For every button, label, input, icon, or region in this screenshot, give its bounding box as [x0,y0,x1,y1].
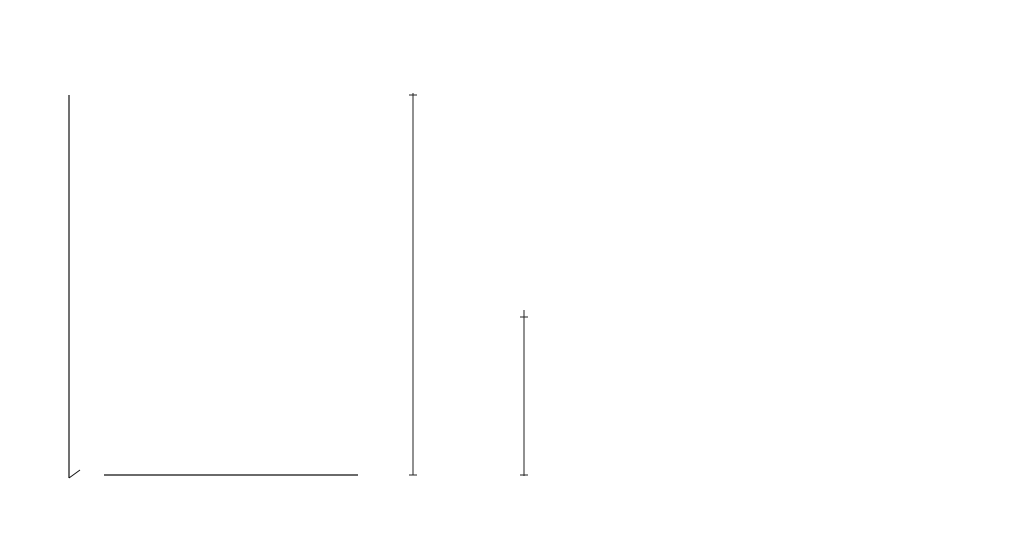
table-caption [606,406,1006,426]
y-axis [69,95,80,478]
y-axis-arrow [69,470,80,478]
